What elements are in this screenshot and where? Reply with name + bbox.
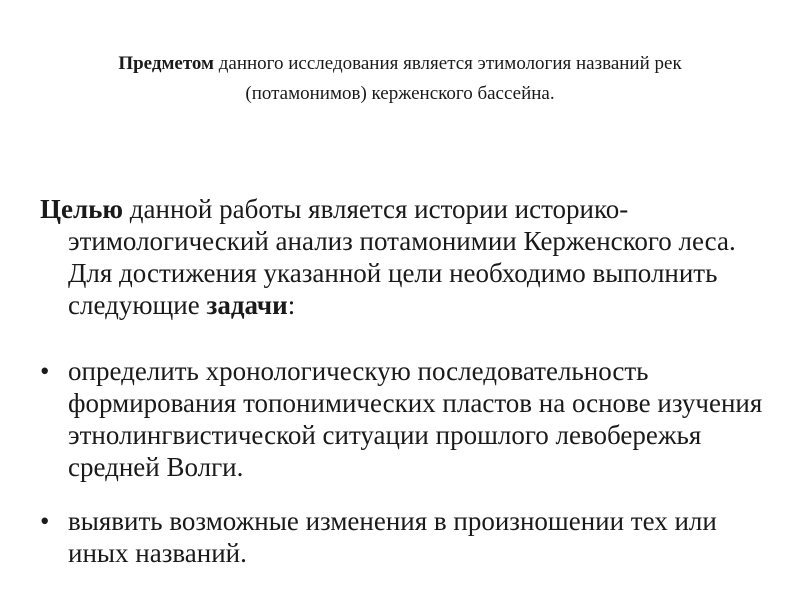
goal-bold-label: Целью: [40, 194, 124, 224]
task-text: выявить возможные изменения в произношении тех или иных названий.: [68, 506, 717, 568]
task-text: определить хронологическую последовательность формирования топонимических пластов на основе изучения этнолингвистической ситуации прошлого левобережья средней Волги.: [68, 356, 763, 482]
goal-colon: :: [287, 290, 296, 320]
goal-paragraph: [40, 193, 780, 321]
subject-bold-label: Предметом: [118, 53, 214, 74]
subject-paragraph: [60, 49, 740, 109]
tasks-list: [40, 355, 780, 591]
task-item: [40, 355, 780, 483]
task-item: [40, 505, 780, 569]
goal-text: данной работы является истории историко-этимологический анализ потамонимии Керженского леса. Для достижения указанной цели необходимо выполнить следующие: [68, 194, 736, 320]
goal-tasks-bold: задачи: [206, 290, 288, 320]
subject-text: данного исследования является этимология названий рек (потамонимов) керженского бассейна.: [214, 53, 682, 104]
bullet-icon: •: [40, 356, 50, 386]
bullet-icon: •: [40, 506, 50, 536]
